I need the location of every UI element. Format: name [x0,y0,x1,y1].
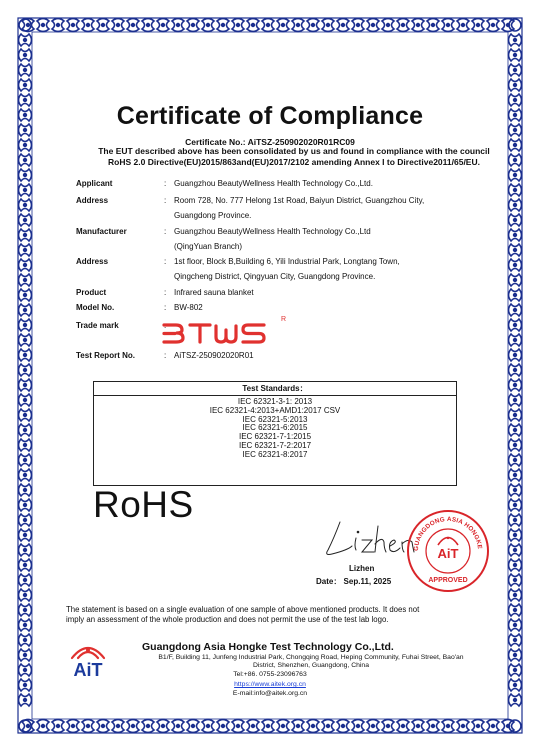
standard-item: IEC 62321-7-1:2015 [238,432,312,442]
mfr-address-line-1: 1st floor, Block B,Building 6, Yili Industrial Park, Longtang Town, [174,257,400,266]
colon: : [164,321,167,330]
company-phone: Tel:+86. 0755-23096763 [233,671,307,678]
company-website-link[interactable]: https://www.aitek.org.cn [234,681,306,688]
evaluation-statement [66,605,486,625]
signer-name: Lizhen [349,564,375,573]
product-value: Infrared sauna blanket [174,288,254,297]
company-address-line-2: District, Shenzhen, Guangdong, China [253,662,369,669]
manufacturer-line-2: (QingYuan Branch) [174,242,243,251]
standard-item: IEC 62321-3-1: 2013 [237,397,313,406]
trademark-logo [158,317,298,347]
standard-item: IEC 62321-5:2013 [242,414,308,424]
seal-ring-text: GUANGDONG ASIA HONGKE [412,515,483,552]
manufacturer-value [174,224,494,254]
rohs-mark: RoHS [93,484,194,525]
standard-item: IEC 62321-8:2017 [242,449,308,459]
test-report-label: Test Report No. [76,351,135,360]
handwritten-signature [318,512,418,562]
mfr-address-line-2: Qingcheng District, Qingyuan City, Guangdong Province. [174,272,376,281]
compliance-line-2: RoHS 2.0 Directive(EU)2015/863and(EU)2017/2102 amending Annex I to Directive2011/65/EU. [108,157,480,167]
company-name: Guangdong Asia Hongke Test Technology Co.,Ltd. [142,641,394,653]
statement-line-1: The statement is based on a single evaluation of one sample of above mentioned products. It does not [66,605,420,614]
compliance-statement [84,146,504,168]
standard-item: IEC 62321-4:2013+AMD1:2017 CSV [209,405,341,415]
company-address [128,654,494,670]
seal-approved-text: APPROVED [428,577,468,584]
certificate-title: Certificate of Compliance [116,102,424,130]
standard-item: IEC 62321-7-2:2017 [238,440,312,450]
test-standards-table [93,381,457,486]
address-value [174,193,494,223]
model-value: BW-802 [174,303,203,312]
address-line-1: Room 728, No. 777 Helong 1st Road, Baiyun District, Guangzhou City, [174,196,425,205]
statement-line-2: imply an assessment of the whole production and does not permit the use of the test lab logo. [66,615,389,624]
address-label: Address [76,196,109,205]
test-report-value: AiTSZ-250902020R01 [174,351,254,360]
seal-center-text: AiT [437,546,459,561]
issue-date: Date： Sep.11, 2025 [316,577,392,586]
model-label: Model No. [76,303,115,312]
applicant-label: Applicant [76,179,113,188]
manufacturer-label: Manufacturer [76,227,127,236]
colon: : [164,288,167,297]
registered-mark: R [281,316,287,323]
manufacturer-line-1: Guangzhou BeautyWellness Health Technology Co.,Ltd [174,227,371,236]
company-email: E-mail:info@aitek.org.cn [232,690,308,697]
colon: : [164,257,167,266]
test-standards-list [94,396,456,460]
compliance-line-1: The EUT described above has been consolidated by us and found in compliance with the council [98,146,490,156]
colon: : [164,351,167,360]
certificate-number: Certificate No.: AiTSZ-250902020R01RC09 [185,137,355,147]
colon: : [164,196,167,205]
address-line-2: Guangdong Province. [174,211,252,220]
colon: : [164,227,167,236]
approval-seal [405,508,491,594]
standard-item: IEC 62321-6:2015 [242,423,308,433]
manufacturer-address-label: Address [76,257,109,266]
product-label: Product [76,288,107,297]
company-address-line-1: B1/F, Building 11, Junfeng Industrial Park, Chongqing Road, Heping Community, Fuhai Street, Bao'an [158,654,464,661]
test-standards-header: Test Standards： [94,382,456,396]
colon: : [164,179,167,188]
manufacturer-address-value [174,254,494,284]
applicant-value: Guangzhou BeautyWellness Health Technology Co.,Ltd. [174,179,373,188]
ait-logo-text: AiT [73,660,103,680]
trademark-label: Trade mark [76,321,119,330]
colon: : [164,303,167,312]
